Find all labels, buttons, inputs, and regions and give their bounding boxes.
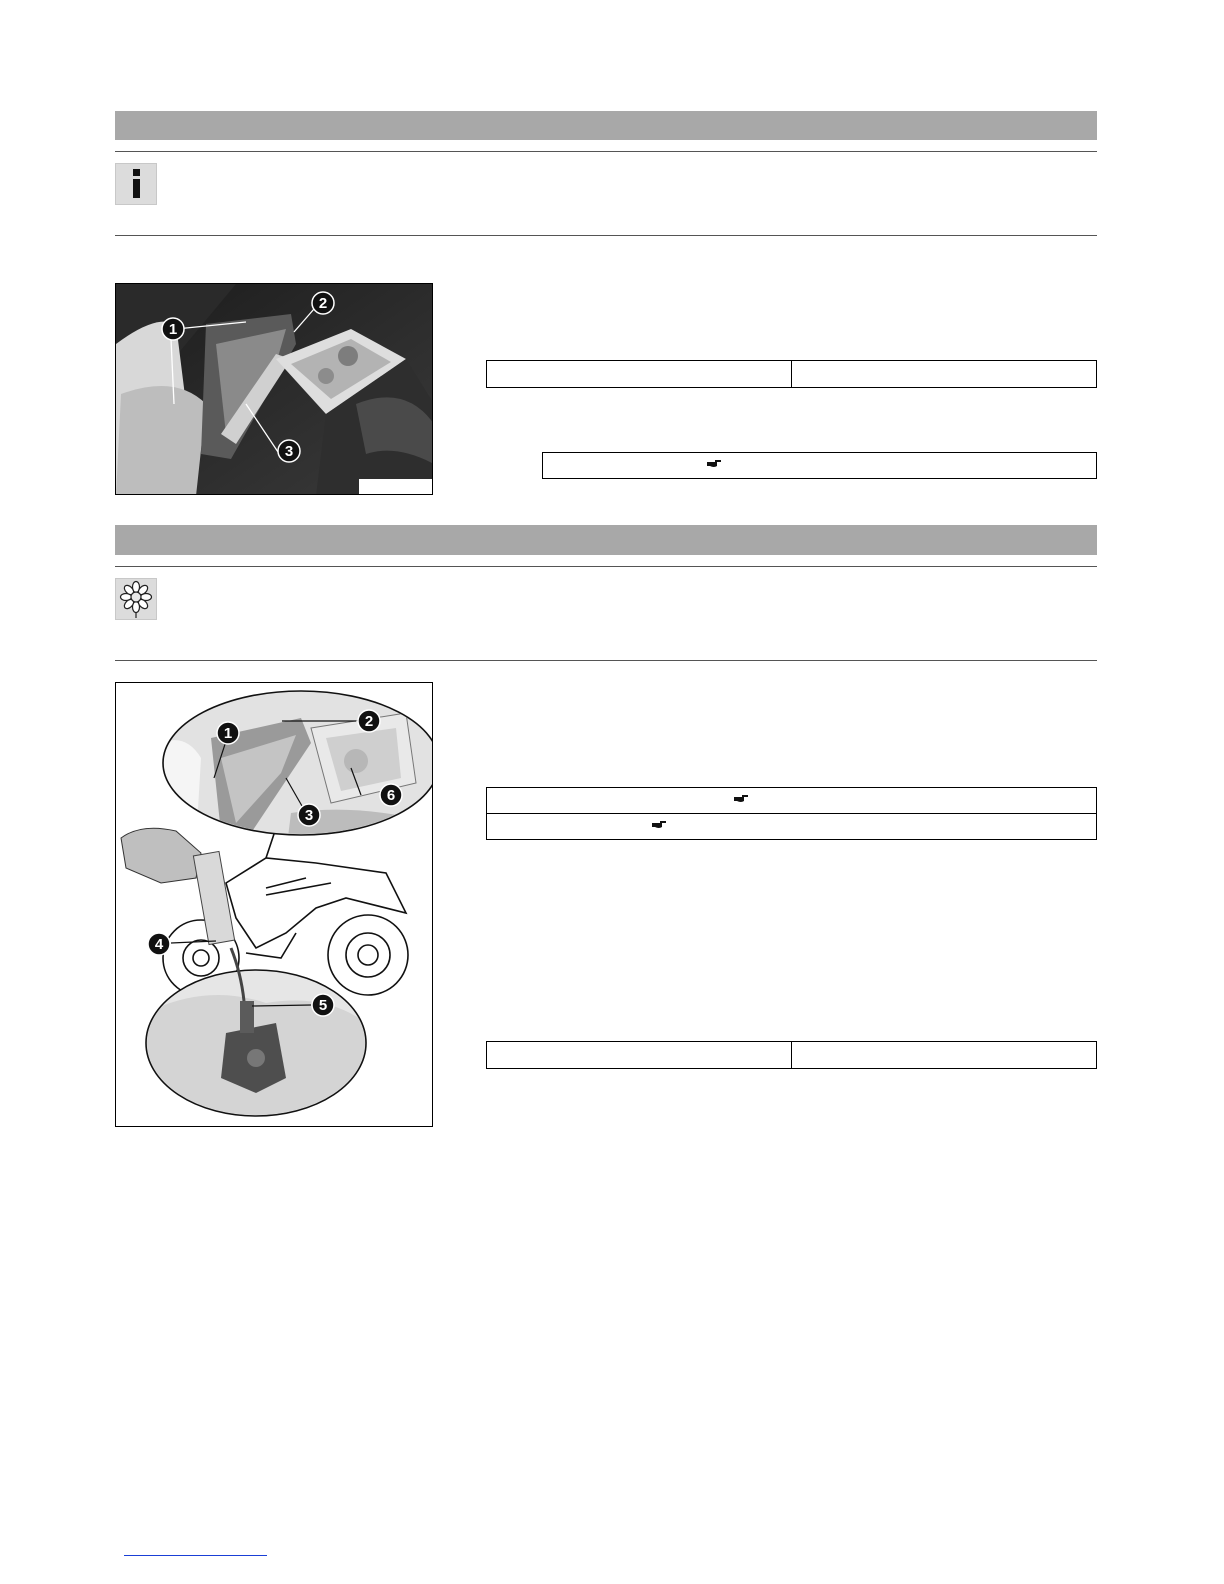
info-icon bbox=[115, 163, 157, 205]
pointing-hand-icon bbox=[733, 793, 749, 803]
section-header-bar-1 bbox=[115, 111, 1097, 140]
reference-box-1 bbox=[542, 452, 1097, 479]
environment-flower-icon bbox=[115, 578, 157, 620]
callout-1: 1 bbox=[223, 725, 233, 742]
callout-5: 5 bbox=[318, 997, 328, 1014]
divider bbox=[115, 151, 1097, 152]
pointing-hand-icon bbox=[651, 819, 667, 829]
callout-2: 2 bbox=[364, 713, 374, 730]
section-header-bar-2 bbox=[115, 525, 1097, 555]
divider bbox=[115, 566, 1097, 567]
spec-table-1 bbox=[486, 360, 1097, 388]
spec-table-2 bbox=[486, 1041, 1097, 1069]
reference-row bbox=[487, 814, 1096, 840]
footer-link[interactable] bbox=[124, 1555, 267, 1556]
brake-reservoir-photo-1 bbox=[115, 283, 433, 495]
callout-3: 3 bbox=[304, 807, 314, 824]
spec-cell-value bbox=[791, 1042, 1096, 1068]
reference-table-2 bbox=[486, 787, 1097, 840]
callout-1: 1 bbox=[168, 321, 178, 338]
spec-cell-label bbox=[487, 1042, 791, 1068]
pointing-hand-icon bbox=[706, 458, 722, 468]
reference-row bbox=[487, 788, 1096, 814]
spec-cell-label bbox=[487, 361, 791, 387]
brake-bleeding-illustration bbox=[115, 682, 433, 1127]
reference-cell bbox=[543, 453, 1096, 478]
divider bbox=[115, 660, 1097, 661]
callout-4: 4 bbox=[154, 936, 164, 953]
spec-cell-value bbox=[791, 361, 1096, 387]
divider bbox=[115, 235, 1097, 236]
callout-3: 3 bbox=[284, 443, 294, 460]
callout-6: 6 bbox=[386, 787, 396, 804]
callout-2: 2 bbox=[318, 295, 328, 312]
